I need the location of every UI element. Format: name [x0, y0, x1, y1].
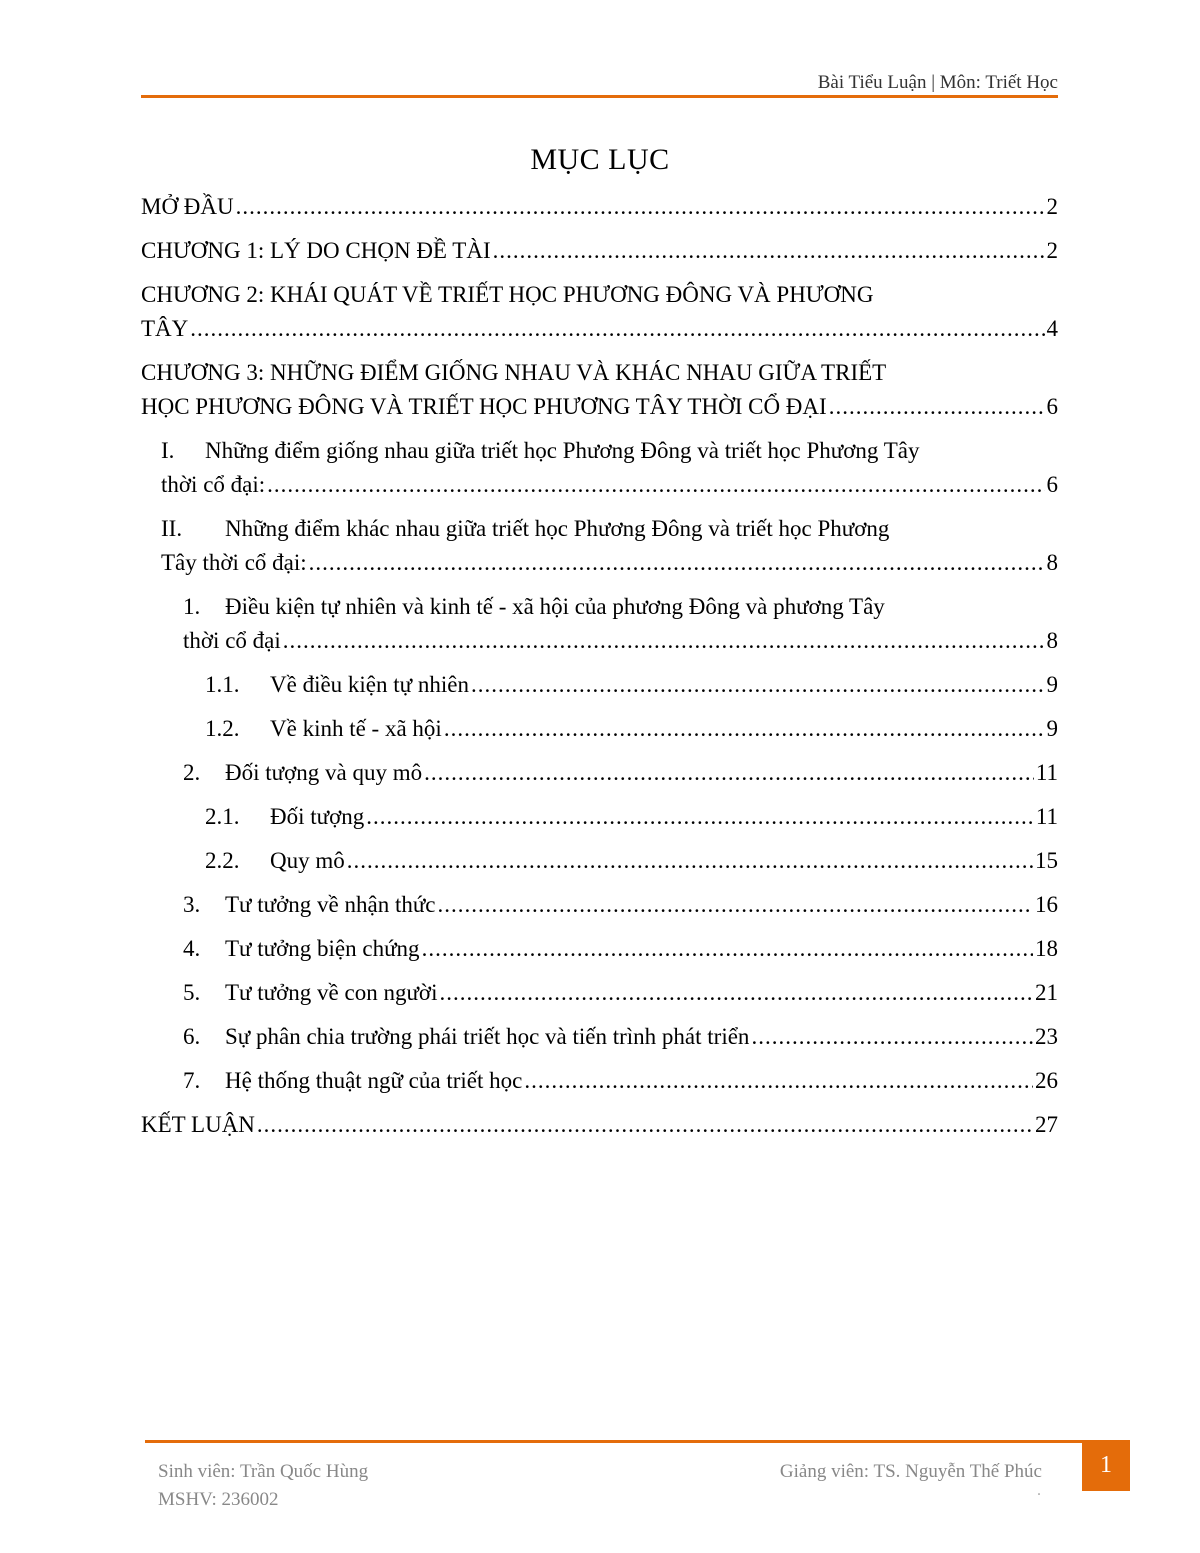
toc-page-number: 6	[1046, 394, 1058, 419]
toc-page-number: 15	[1035, 848, 1058, 873]
toc-entry-text: Những điểm giống nhau giữa triết học Phương Đông và triết học Phương Tây	[205, 438, 920, 463]
footer-student-id: MSHV: 236002	[158, 1489, 279, 1510]
toc-entry-number: 3.	[183, 892, 201, 917]
toc-entry-text: Đối tượng	[270, 804, 365, 829]
footer-student-name: Sinh viên: Trần Quốc Hùng	[158, 1461, 369, 1482]
toc-entry-4[interactable]	[183, 932, 1058, 966]
toc-page-number: 21	[1035, 980, 1058, 1005]
toc-entry-number: 2.1.	[205, 804, 240, 829]
toc-entry-section-i[interactable]	[161, 434, 1058, 502]
toc-entry-number: 1.2.	[205, 716, 240, 741]
toc-entry-chapter-2[interactable]	[141, 278, 1058, 346]
toc-leader-dots	[257, 1108, 1033, 1142]
toc-entry-number: 5.	[183, 980, 201, 1005]
toc-entry-number: 2.2.	[205, 848, 240, 873]
footer-dot: .	[1037, 1482, 1041, 1499]
toc-entry-number: 6.	[183, 1024, 201, 1049]
toc-leader-dots	[444, 712, 1045, 746]
toc-entry-text-cont: Tây thời cổ đại:	[161, 550, 307, 575]
toc-entry-6[interactable]	[183, 1020, 1058, 1054]
toc-page-number: 18	[1035, 936, 1058, 961]
toc-page-number: 11	[1035, 804, 1058, 829]
toc-leader-dots	[439, 976, 1033, 1010]
toc-entry-3[interactable]	[183, 888, 1058, 922]
toc-title: MỤC LỤC	[530, 143, 670, 176]
toc-entry-text-cont: HỌC PHƯƠNG ĐÔNG VÀ TRIẾT HỌC PHƯƠNG TÂY THỜI CỔ ĐẠI	[141, 394, 827, 419]
toc-leader-dots	[267, 468, 1044, 502]
toc-page-number: 16	[1035, 892, 1058, 917]
toc-entry-2[interactable]	[183, 756, 1058, 790]
toc-page-number: 8	[1046, 628, 1058, 653]
toc-entry-text: KẾT LUẬN	[141, 1112, 255, 1137]
toc-entry-number: 7.	[183, 1068, 201, 1093]
toc-page-number: 23	[1035, 1024, 1058, 1049]
toc-entry-number: II.	[161, 516, 183, 541]
toc-entry-text: CHƯƠNG 3: NHỮNG ĐIỂM GIỐNG NHAU VÀ KHÁC NHAU GIỮA TRIẾT	[141, 360, 887, 385]
toc-entry-text: CHƯƠNG 2: KHÁI QUÁT VỀ TRIẾT HỌC PHƯƠNG ĐÔNG VÀ PHƯƠNG	[141, 282, 874, 307]
toc-page-number: 9	[1046, 716, 1058, 741]
toc-entry-text: Về kinh tế - xã hội	[270, 716, 442, 741]
toc-leader-dots	[309, 546, 1045, 580]
toc-entry-2-2[interactable]	[205, 844, 1058, 878]
toc-entry-text: Những điểm khác nhau giữa triết học Phương Đông và triết học Phương	[225, 516, 890, 541]
toc-leader-dots	[422, 932, 1033, 966]
toc-page-number: 8	[1046, 550, 1058, 575]
toc-entry-text: CHƯƠNG 1: LÝ DO CHỌN ĐỀ TÀI	[141, 238, 491, 263]
toc-leader-dots	[493, 234, 1045, 268]
toc-entry-number: I.	[161, 438, 175, 463]
toc-entry-text-cont: thời cổ đại:	[161, 472, 266, 497]
footer-rule	[145, 1440, 1090, 1443]
toc-leader-dots	[347, 844, 1033, 878]
toc-entry-intro[interactable]	[141, 190, 1058, 224]
toc-leader-dots	[190, 312, 1044, 346]
footer-student-info	[158, 1458, 368, 1514]
toc-entry-text: Tư tưởng về nhận thức	[225, 892, 436, 917]
toc-page-number: 2	[1046, 194, 1058, 219]
toc-leader-dots	[424, 756, 1034, 790]
toc-leader-dots	[438, 888, 1033, 922]
toc-entry-text-cont: TÂY	[141, 316, 189, 341]
toc-entry-text: Quy mô	[270, 848, 345, 873]
toc-entry-1-1[interactable]	[205, 668, 1058, 702]
toc-entry-text: MỞ ĐẦU	[141, 194, 234, 219]
toc-entry-text: Điều kiện tự nhiên và kinh tế - xã hội của phương Đông và phương Tây	[225, 594, 885, 619]
toc-entry-text: Tư tưởng về con người	[225, 980, 438, 1005]
toc-entry-section-ii[interactable]	[161, 512, 1058, 580]
toc-page-number: 6	[1046, 472, 1058, 497]
toc-page-number: 11	[1035, 760, 1058, 785]
table-of-contents	[141, 190, 1058, 1152]
toc-leader-dots	[471, 668, 1045, 702]
toc-entry-number: 1.1.	[205, 672, 240, 697]
toc-entry-number: 2.	[183, 760, 201, 785]
footer-lecturer: Giảng viên: TS. Nguyễn Thế Phúc	[779, 1461, 1042, 1482]
toc-leader-dots	[236, 190, 1045, 224]
toc-leader-dots	[751, 1020, 1033, 1054]
toc-page-number: 26	[1035, 1068, 1058, 1093]
toc-entry-7[interactable]	[183, 1064, 1058, 1098]
toc-entry-1[interactable]	[183, 590, 1058, 658]
toc-entry-conclusion[interactable]	[141, 1108, 1058, 1142]
header-text: Bài Tiểu Luận | Môn: Triết Học	[817, 72, 1058, 93]
toc-entry-text-cont: thời cổ đại	[183, 628, 281, 653]
toc-entry-chapter-3[interactable]	[141, 356, 1058, 424]
toc-entry-number: 1.	[183, 594, 201, 619]
toc-entry-text: Hệ thống thuật ngữ của triết học	[225, 1068, 523, 1093]
toc-entry-number: 4.	[183, 936, 201, 961]
toc-page-number: 27	[1035, 1112, 1058, 1137]
toc-leader-dots	[524, 1064, 1033, 1098]
toc-page-number: 4	[1046, 316, 1058, 341]
toc-page-number: 9	[1046, 672, 1058, 697]
toc-entry-text: Đối tượng và quy mô	[225, 760, 423, 785]
toc-entry-text: Về điều kiện tự nhiên	[270, 672, 469, 697]
toc-entry-chapter-1[interactable]	[141, 234, 1058, 268]
toc-page-number: 2	[1046, 238, 1058, 263]
header-rule	[141, 95, 1058, 98]
toc-entry-text: Sự phân chia trường phái triết học và tiến trình phát triển	[225, 1024, 750, 1049]
toc-entry-5[interactable]	[183, 976, 1058, 1010]
page-number-badge: 1	[1082, 1440, 1130, 1491]
toc-leader-dots	[366, 800, 1034, 834]
toc-entry-2-1[interactable]	[205, 800, 1058, 834]
toc-leader-dots	[283, 624, 1045, 658]
toc-entry-1-2[interactable]	[205, 712, 1058, 746]
toc-leader-dots	[829, 390, 1045, 424]
toc-entry-text: Tư tưởng biện chứng	[225, 936, 420, 961]
